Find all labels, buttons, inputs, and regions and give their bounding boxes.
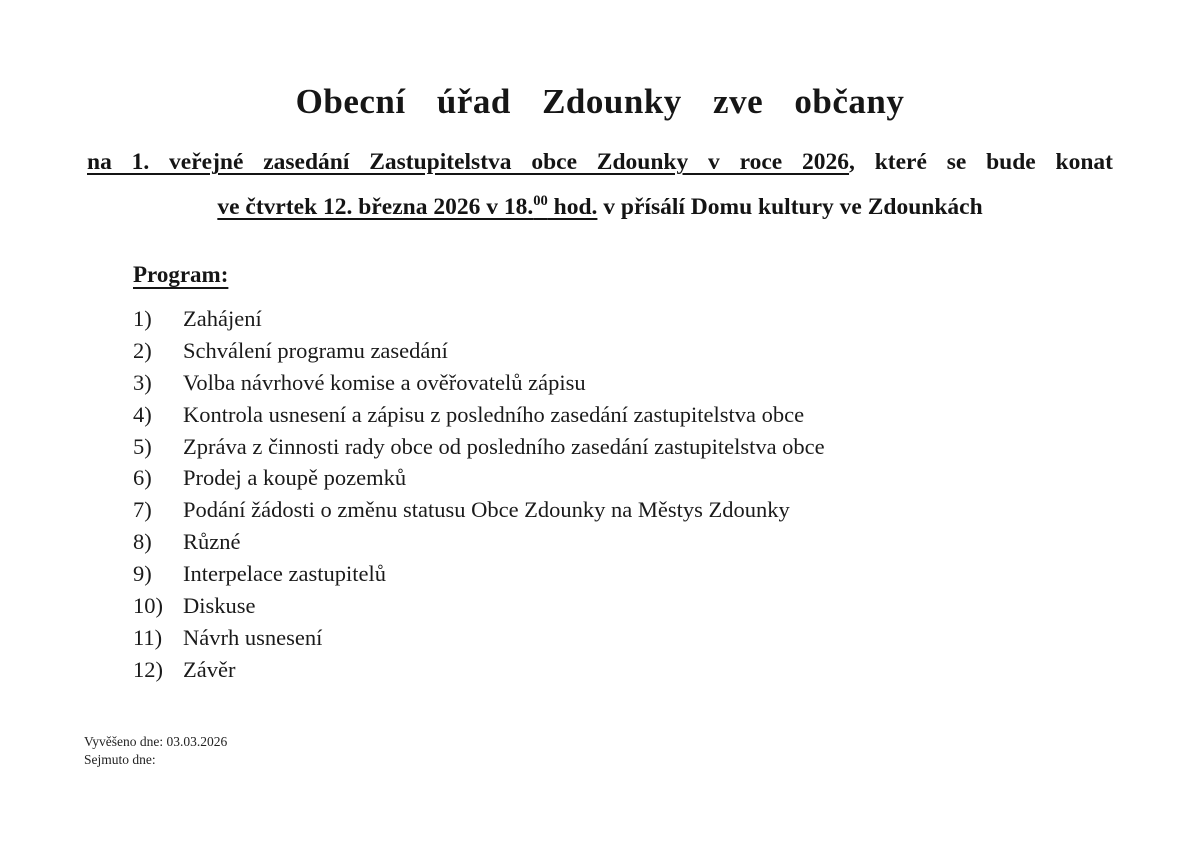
item-text: Kontrola usnesení a zápisu z posledního zasedání zastupitelstva obce — [183, 401, 805, 427]
removed-label: Sejmuto dne: — [84, 752, 156, 767]
posted-date: 03.03.2026 — [166, 734, 228, 749]
item-text: Volba návrhové komise a ověřovatelů zápisu — [183, 369, 586, 395]
program-item — [133, 657, 825, 689]
subtitle-line1 — [87, 148, 1113, 177]
subtitle-line2 — [87, 193, 1113, 222]
time-superscript: 00 — [533, 193, 548, 210]
program-item — [133, 529, 825, 561]
hod-label: hod. — [547, 194, 598, 221]
program-list — [133, 306, 825, 689]
subtitle-line1-underlined: na 1. veřejné zasedání Zastupitelstva obce Zdounky v roce 2026 — [87, 149, 850, 175]
item-text: Návrh usnesení — [183, 624, 323, 650]
item-number: 11) — [133, 624, 163, 650]
program-item — [133, 402, 825, 434]
item-number: 1) — [133, 306, 152, 331]
item-number: 6) — [133, 465, 152, 491]
item-number: 2) — [133, 337, 152, 363]
program-item — [133, 465, 825, 497]
program-item — [133, 593, 825, 625]
program-item — [133, 370, 825, 402]
item-text: Zpráva z činnosti rady obce od posledního zasedání zastupitelstva obce — [183, 433, 825, 459]
program-item — [133, 434, 825, 466]
item-text: Závěr — [183, 656, 236, 682]
item-number: 7) — [133, 497, 152, 523]
item-text: Diskuse — [183, 593, 256, 619]
item-number: 5) — [133, 433, 152, 459]
subtitle-line1-rest: , které se bude konat — [849, 149, 1113, 175]
item-number: 4) — [133, 401, 152, 427]
program-item — [133, 625, 825, 657]
item-text: Prodej a koupě pozemků — [183, 465, 407, 491]
posting-dates — [84, 733, 227, 769]
program-item — [133, 561, 825, 593]
program-item — [133, 338, 825, 370]
subtitle-line2-rest: v přísálí Domu kultury ve Zdounkách — [597, 194, 983, 221]
item-text: Zahájení — [183, 306, 262, 331]
posted-line — [84, 733, 227, 751]
program-item — [133, 497, 825, 529]
item-text: Podání žádosti o změnu statusu Obce Zdounky na Městys Zdounky — [183, 497, 790, 523]
item-text: Interpelace zastupitelů — [183, 561, 387, 587]
item-text: Schválení programu zasedání — [183, 337, 448, 363]
item-number: 3) — [133, 369, 152, 395]
program-item — [133, 306, 825, 338]
removed-line — [84, 751, 227, 769]
subtitle-line2-underlined — [217, 194, 597, 220]
item-number: 9) — [133, 561, 152, 587]
item-number: 8) — [133, 529, 152, 555]
program-heading: Program: — [133, 262, 229, 287]
item-number: 10) — [133, 593, 163, 619]
item-number: 12) — [133, 656, 163, 682]
meeting-datetime: ve čtvrtek 12. března 2026 v 18. — [217, 194, 534, 221]
item-text: Různé — [183, 529, 241, 555]
page-title: Obecní úřad Zdounky zve občany — [295, 82, 905, 121]
posted-label: Vyvěšeno dne: — [84, 734, 164, 749]
